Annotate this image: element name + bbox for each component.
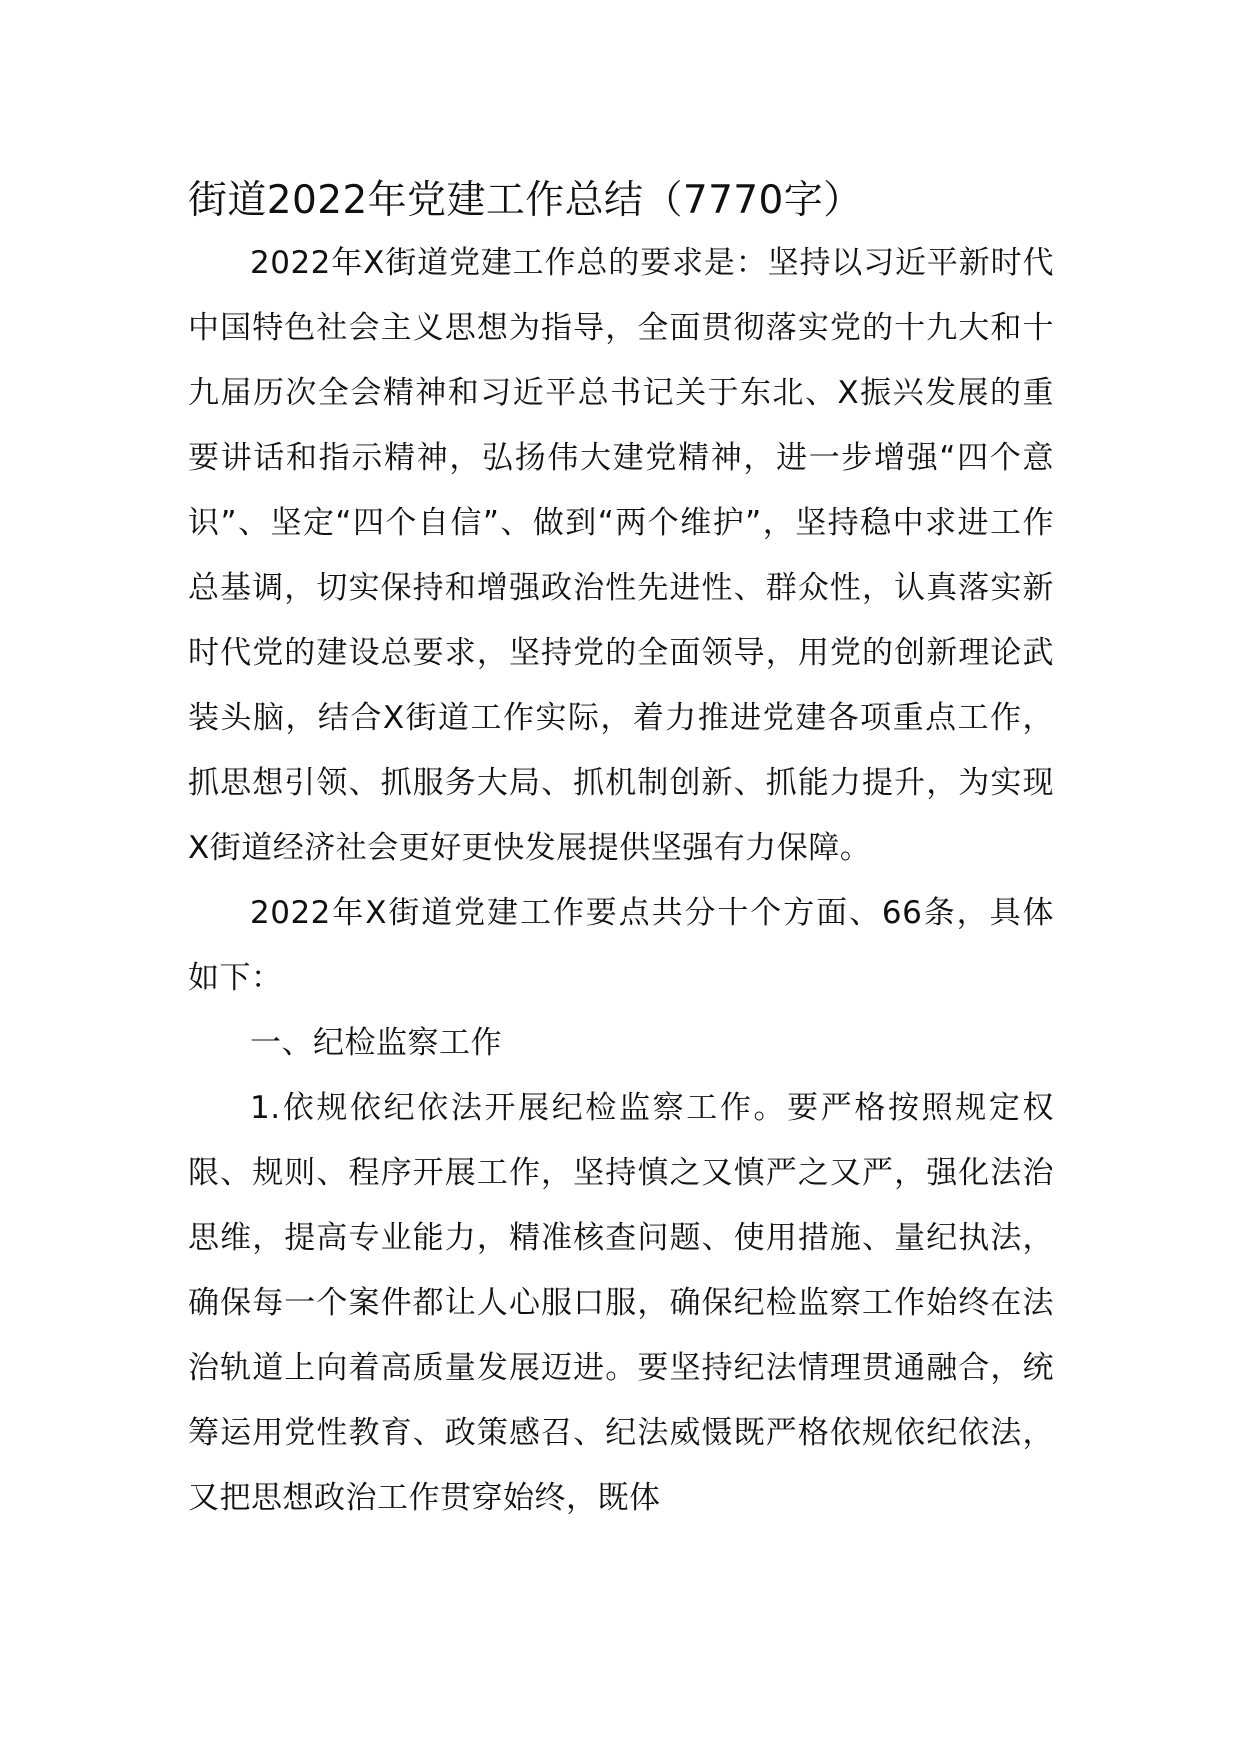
document-title: 街道2022年党建工作总结（7770字）: [188, 178, 863, 223]
item-paragraph: 1.依规依纪依法开展纪检监察工作。要严格按照规定权限、规则、程序开展工作，坚持慎之又慎严之又严，强化法治思维，提高专业能力，精准核查问题、使用措施、量纪执法，确保每一个案件都让人心服口服，确保纪检监察工作始终在法治轨道上向着高质量发展迈进。要坚持纪法情理贯通融合，统筹运用党性教育、政策感召、纪法威慑既严格依规依纪依法，又把思想政治工作贯穿始终，既体: [188, 1090, 1054, 1516]
overview-paragraph: 2022年X街道党建工作要点共分十个方面、66条，具体如下：: [188, 895, 1054, 996]
section-heading: 一、纪检监察工作: [250, 1025, 502, 1061]
intro-paragraph: 2022年X街道党建工作总的要求是：坚持以习近平新时代中国特色社会主义思想为指导，全面贯彻落实党的十九大和十九届历次全会精神和习近平总书记关于东北、X振兴发展的重要讲话和指示精神，弘扬伟大建党精神，进一步增强“四个意识”、坚定“四个自信”、做到“两个维护”，坚持稳中求进工作总基调，切实保持和增强政治性先进性、群众性，认真落实新时代党的建设总要求，坚持党的全面领导，用党的创新理论武装头脑，结合X街道工作实际，着力推进党建各项重点工作，抓思想引领、抓服务大局、抓机制创新、抓能力提升，为实现X街道经济社会更好更快发展提供坚强有力保障。: [188, 245, 1054, 866]
document-body: [188, 170, 1054, 1531]
